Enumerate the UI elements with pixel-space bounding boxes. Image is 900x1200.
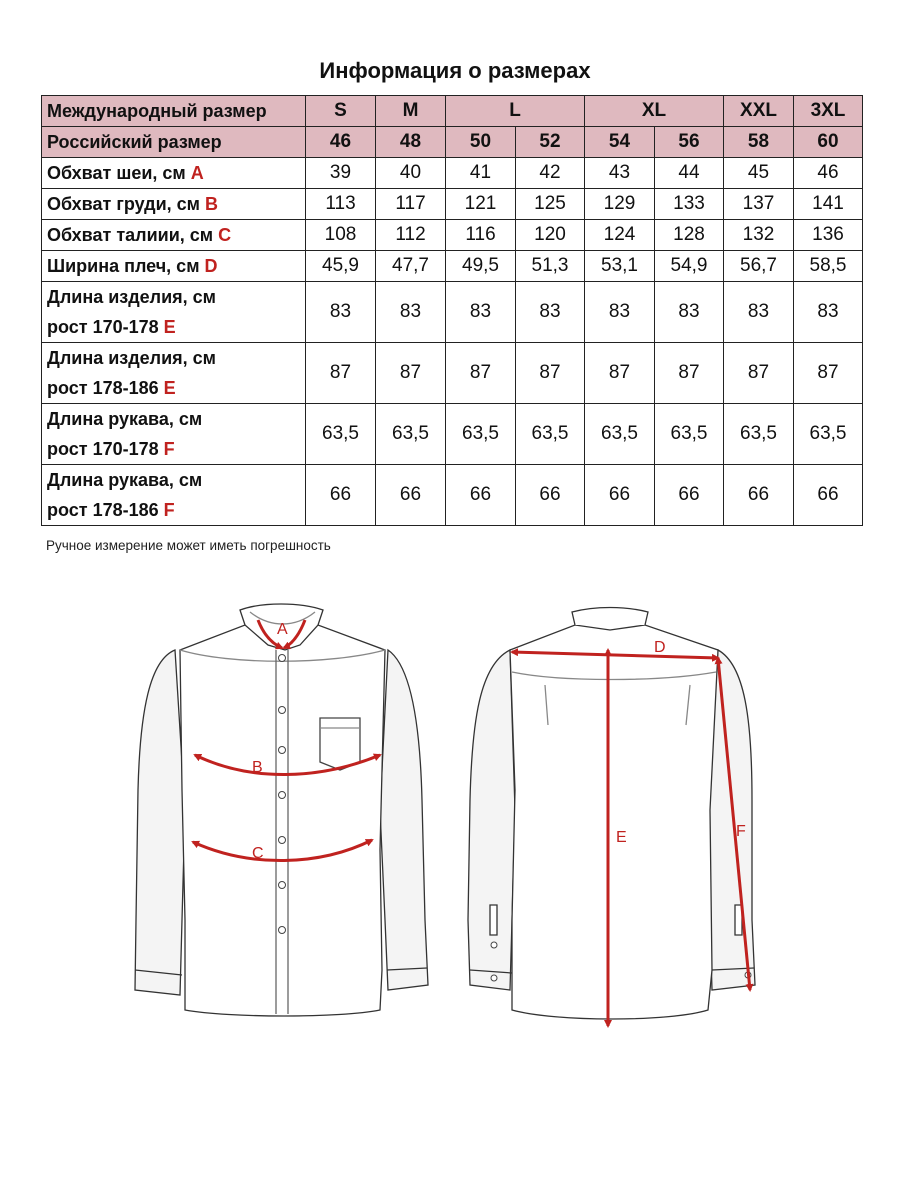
value-cell: 87 <box>794 343 863 404</box>
row-label <box>42 251 306 282</box>
value-cell: 137 <box>724 189 794 220</box>
table-row <box>42 282 863 343</box>
table-row <box>42 404 863 465</box>
value-cell: 40 <box>376 158 446 189</box>
value-cell: 63,5 <box>306 404 376 465</box>
value-cell: 66 <box>516 465 585 526</box>
value-cell: 66 <box>306 465 376 526</box>
row-label-text: Длина изделия, см <box>47 348 216 368</box>
value-cell: 44 <box>655 158 724 189</box>
value-cell: 83 <box>446 282 516 343</box>
value-cell: 117 <box>376 189 446 220</box>
value-cell: 66 <box>376 465 446 526</box>
ru-size-cell: 46 <box>306 127 376 158</box>
intl-size-cell: L <box>446 96 585 127</box>
value-cell: 124 <box>585 220 655 251</box>
measure-code: D <box>204 256 218 276</box>
value-cell: 133 <box>655 189 724 220</box>
value-cell: 43 <box>585 158 655 189</box>
measure-code: C <box>218 225 232 245</box>
value-cell: 116 <box>446 220 516 251</box>
value-cell: 83 <box>794 282 863 343</box>
value-cell: 63,5 <box>585 404 655 465</box>
row-label <box>42 189 306 220</box>
intl-size-cell: 3XL <box>794 96 863 127</box>
value-cell: 120 <box>516 220 585 251</box>
row-label-text: Длина рукава, см <box>47 409 203 429</box>
value-cell: 125 <box>516 189 585 220</box>
table-row <box>42 220 863 251</box>
value-cell: 39 <box>306 158 376 189</box>
ru-size-cell: 48 <box>376 127 446 158</box>
value-cell: 83 <box>376 282 446 343</box>
value-cell: 113 <box>306 189 376 220</box>
value-cell: 45,9 <box>306 251 376 282</box>
value-cell: 132 <box>724 220 794 251</box>
ru-size-cell: 58 <box>724 127 794 158</box>
header-row-intl <box>42 96 863 127</box>
row-label <box>42 404 306 465</box>
value-cell: 83 <box>585 282 655 343</box>
value-cell: 53,1 <box>585 251 655 282</box>
value-cell: 63,5 <box>655 404 724 465</box>
value-cell: 136 <box>794 220 863 251</box>
label-a: A <box>277 621 288 638</box>
value-cell: 141 <box>794 189 863 220</box>
value-cell: 129 <box>585 189 655 220</box>
row-label-text: Обхват шеи, см <box>47 163 186 183</box>
ru-size-cell: 60 <box>794 127 863 158</box>
value-cell: 46 <box>794 158 863 189</box>
row-label-text: Обхват груди, см <box>47 194 200 214</box>
row-label-height: рост 178-186 <box>47 378 159 398</box>
intl-size-label: Международный размер <box>42 96 306 127</box>
value-cell: 87 <box>655 343 724 404</box>
label-d: D <box>654 639 666 656</box>
row-label <box>42 343 306 404</box>
value-cell: 87 <box>724 343 794 404</box>
page-title: Информация о размерах <box>319 58 591 83</box>
measure-code: F <box>163 500 175 520</box>
value-cell: 66 <box>655 465 724 526</box>
table-row <box>42 158 863 189</box>
measure-code: B <box>205 194 218 214</box>
row-label-height: рост 170-178 <box>47 317 159 337</box>
label-e: E <box>616 829 627 846</box>
measurement-note: Ручное измерение может иметь погрешность <box>46 538 331 553</box>
value-cell: 66 <box>794 465 863 526</box>
row-label <box>42 220 306 251</box>
value-cell: 87 <box>516 343 585 404</box>
row-label-text: Ширина плеч, см <box>47 256 200 276</box>
value-cell: 87 <box>585 343 655 404</box>
header-row-ru <box>42 127 863 158</box>
intl-size-cell: M <box>376 96 446 127</box>
ru-size-label: Российский размер <box>42 127 306 158</box>
value-cell: 56,7 <box>724 251 794 282</box>
measure-code: F <box>163 439 175 459</box>
value-cell: 63,5 <box>794 404 863 465</box>
shirt-diagram <box>0 590 900 1050</box>
row-label-height: рост 170-178 <box>47 439 159 459</box>
value-cell: 112 <box>376 220 446 251</box>
value-cell: 45 <box>724 158 794 189</box>
ru-size-cell: 50 <box>446 127 516 158</box>
value-cell: 121 <box>446 189 516 220</box>
intl-size-cell: XXL <box>724 96 794 127</box>
value-cell: 41 <box>446 158 516 189</box>
value-cell: 87 <box>376 343 446 404</box>
row-label-text: Длина изделия, см <box>47 287 216 307</box>
value-cell: 83 <box>724 282 794 343</box>
measure-code: E <box>163 317 176 337</box>
row-label-text: Обхват талиии, см <box>47 225 214 245</box>
value-cell: 47,7 <box>376 251 446 282</box>
value-cell: 108 <box>306 220 376 251</box>
value-cell: 63,5 <box>376 404 446 465</box>
row-label <box>42 465 306 526</box>
measure-code: E <box>163 378 176 398</box>
value-cell: 58,5 <box>794 251 863 282</box>
value-cell: 66 <box>446 465 516 526</box>
label-f: F <box>736 823 746 840</box>
row-label <box>42 158 306 189</box>
value-cell: 66 <box>585 465 655 526</box>
measure-code: A <box>190 163 204 183</box>
table-row <box>42 189 863 220</box>
size-table <box>41 95 863 526</box>
front-shirt <box>135 604 428 1016</box>
row-label-height: рост 178-186 <box>47 500 159 520</box>
value-cell: 51,3 <box>516 251 585 282</box>
row-label-text: Длина рукава, см <box>47 470 203 490</box>
label-b: B <box>252 759 263 776</box>
ru-size-cell: 56 <box>655 127 724 158</box>
value-cell: 128 <box>655 220 724 251</box>
table-row <box>42 343 863 404</box>
value-cell: 42 <box>516 158 585 189</box>
value-cell: 83 <box>516 282 585 343</box>
value-cell: 83 <box>306 282 376 343</box>
value-cell: 63,5 <box>446 404 516 465</box>
value-cell: 63,5 <box>724 404 794 465</box>
table-row <box>42 465 863 526</box>
intl-size-cell: S <box>306 96 376 127</box>
value-cell: 54,9 <box>655 251 724 282</box>
value-cell: 87 <box>446 343 516 404</box>
ru-size-cell: 54 <box>585 127 655 158</box>
table-row <box>42 251 863 282</box>
ru-size-cell: 52 <box>516 127 585 158</box>
value-cell: 87 <box>306 343 376 404</box>
row-label <box>42 282 306 343</box>
label-c: C <box>252 845 264 862</box>
value-cell: 49,5 <box>446 251 516 282</box>
value-cell: 83 <box>655 282 724 343</box>
value-cell: 63,5 <box>516 404 585 465</box>
back-shirt <box>468 608 755 1020</box>
value-cell: 66 <box>724 465 794 526</box>
intl-size-cell: XL <box>585 96 724 127</box>
